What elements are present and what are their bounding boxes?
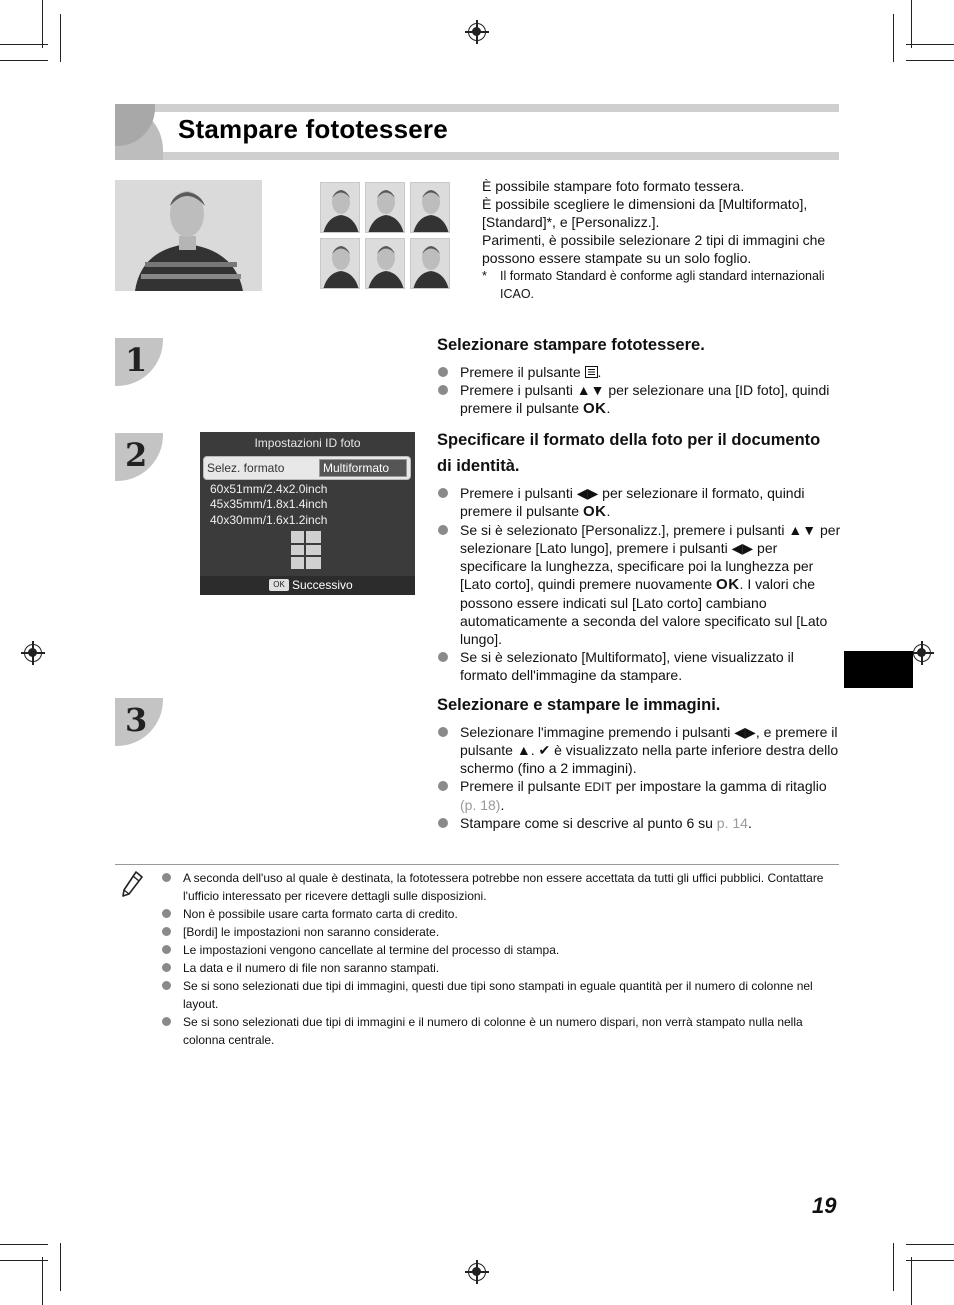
format-option: 60x51mm/2.4x2.0inch [210, 482, 328, 496]
page-number: 19 [812, 1193, 837, 1218]
format-selector-value[interactable]: Multiformato [319, 459, 407, 477]
id-photo-thumbnail [410, 182, 450, 233]
list-item: [Bordi] le impostazioni non saranno considerate. [160, 923, 840, 941]
list-item: Premere i pulsanti ◀▶ per selezionare il formato, quindi premere il pulsante OK. [437, 484, 842, 521]
footnote-mark: * [482, 269, 487, 283]
list-item: Premere il pulsante . [437, 363, 842, 381]
left-right-arrows-icon: ◀▶ [734, 724, 756, 740]
list-item: Selezionare l'immagine premendo i pulsanti ◀▶, e premere il pulsante ▲. ✔ è visualizzato nella parte inferiore destra dello schermo (fino a 2 immagini). [437, 723, 842, 777]
list-item: Premere i pulsanti ▲▼ per selezionare una [ID foto], quindi premere il pulsante OK. [437, 381, 842, 418]
id-photo-thumbnail [410, 238, 450, 289]
intro-line: È possibile stampare foto formato tessera. [482, 178, 745, 194]
up-down-arrows-icon: ▲▼ [576, 382, 605, 398]
left-right-arrows-icon: ◀▶ [576, 485, 599, 501]
up-arrow-icon: ▲ [516, 742, 531, 758]
next-label: Successivo [292, 578, 353, 592]
screen-title: Impostazioni ID foto [254, 436, 361, 450]
format-selector-label: Selez. formato [207, 461, 285, 475]
chapter-tab [844, 651, 913, 688]
notes-divider [115, 864, 839, 865]
step-2-heading: Specificare il formato della foto per il documento di identità. [437, 431, 821, 475]
step-3-heading: Selezionare e stampare le immagini. [437, 696, 721, 714]
list-item: Stampare come si descrive al punto 6 su p. 14. [437, 814, 842, 832]
ok-button-icon: OK [582, 400, 607, 417]
camera-screen [200, 432, 415, 595]
left-right-arrows-icon: ◀▶ [731, 540, 754, 556]
registration-mark-icon [468, 1263, 486, 1281]
intro-line: È possibile scegliere le dimensioni da [Multiformato], [Standard]*, e [Personalizz.]. [482, 196, 808, 230]
list-item: Premere il pulsante EDIT per impostare la gamma di ritaglio (p. 18). [437, 777, 842, 814]
up-down-arrows-icon: ▲▼ [788, 522, 817, 538]
list-item: Se si sono selezionati due tipi di immagini e il numero di colonne è un numero dispari, non verrà stampato nulla nella colonna centrale. [160, 1013, 840, 1049]
intro-text [482, 177, 842, 303]
registration-mark-icon [24, 644, 42, 662]
list-item: A seconda dell'uso al quale è destinata, la fototessera potrebbe non essere accettata da tutti gli uffici pubblici. Contattare l'ufficio interessato per ricevere dettagli sulle disposizioni. [160, 869, 840, 905]
page-link[interactable]: (p. 18) [460, 797, 501, 813]
title-bar-top [115, 104, 839, 112]
pencil-icon [120, 870, 144, 898]
step-badge-1: 1 [115, 338, 163, 386]
edit-button-label: EDIT [584, 780, 612, 794]
list-item: Se si è selezionato [Multiformato], viene visualizzato il formato dell'immagine da stampare. [437, 648, 842, 684]
id-photo-thumbnail [320, 182, 360, 233]
id-photo-thumbnail [365, 238, 405, 289]
page-link[interactable]: p. 14 [716, 815, 748, 831]
step-3-bullets [437, 723, 842, 832]
title-bar-bottom [115, 152, 839, 160]
format-option: 45x35mm/1.8x1.4inch [210, 497, 328, 511]
step-1-bullets [437, 363, 842, 418]
list-item: Le impostazioni vengono cancellate al termine del processo di stampa. [160, 941, 840, 959]
footnote-text: Il formato Standard è conforme agli standard internazionali ICAO. [500, 269, 825, 301]
registration-mark-icon [913, 644, 931, 662]
list-item: Non è possibile usare carta formato carta di credito. [160, 905, 840, 923]
format-selector[interactable] [203, 456, 411, 480]
list-item: Se si è selezionato [Personalizz.], premere i pulsanti ▲▼ per selezionare [Lato lungo], premere i pulsanti ◀▶ per specificare la lunghezza, specificare poi la lunghezza per [Lato corto], quindi premere nuovamente OK. I valori che possono essere indicati sul [Lato corto] cambiano automaticamente a seconda del valore specificato sul [Lato lungo]. [437, 521, 842, 648]
id-photo-thumbnail [365, 182, 405, 233]
intro-line: Parimenti, è possibile selezionare 2 tipi di immagini che possono essere stampate su un solo foglio. [482, 232, 826, 266]
layout-preview-icon [291, 531, 321, 569]
step-2-bullets [437, 484, 842, 684]
id-photo-thumbnail [320, 238, 360, 289]
intro-footnote [482, 267, 842, 303]
step-1-heading: Selezionare stampare fototessere. [437, 336, 705, 354]
page-title: Stampare fototessere [178, 114, 448, 144]
notes-list [160, 869, 840, 1049]
step-badge-2: 2 [115, 433, 163, 481]
menu-icon [585, 366, 598, 378]
screen-footer [200, 576, 415, 595]
ok-button-icon: OK [269, 579, 289, 591]
ok-button-icon: OK [582, 503, 607, 520]
list-item: La data e il numero di file non saranno stampati. [160, 959, 840, 977]
check-icon: ✔ [538, 742, 551, 758]
portrait-photo [115, 180, 262, 291]
ok-button-icon: OK [716, 576, 740, 593]
registration-mark-icon [468, 23, 486, 41]
format-option: 40x30mm/1.6x1.2inch [210, 513, 328, 527]
list-item: Se si sono selezionati due tipi di immagini, questi due tipi sono stampati in eguale quantità per il numero di colonne nel layout. [160, 977, 840, 1013]
step-badge-3: 3 [115, 698, 163, 746]
